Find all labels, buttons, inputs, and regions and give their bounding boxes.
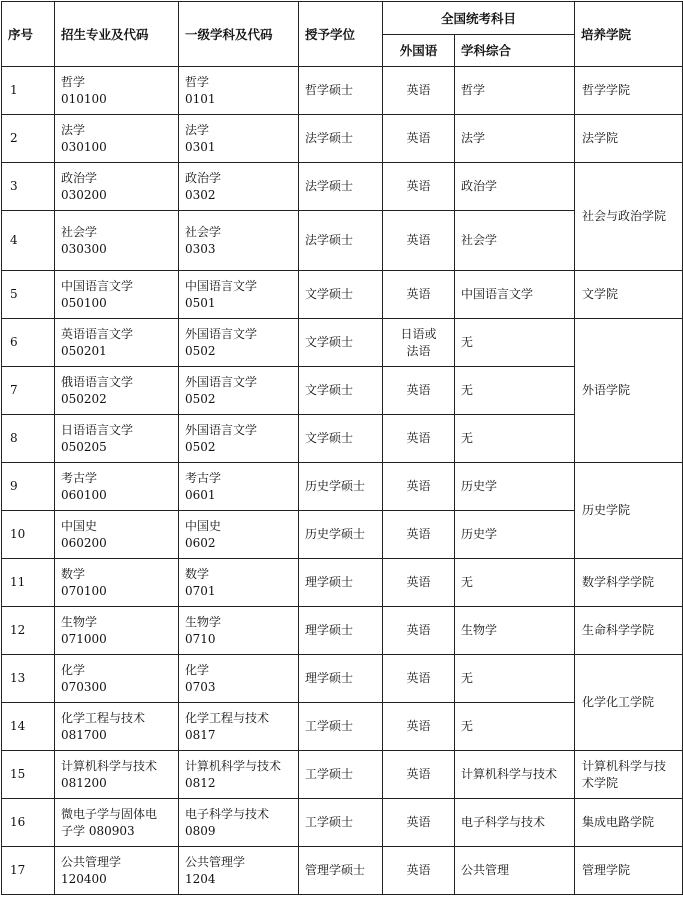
foreign-cell: 英语 xyxy=(383,799,455,847)
foreign-cell: 英语 xyxy=(383,607,455,655)
degree-cell: 历史学硕士 xyxy=(299,463,383,511)
major-cell: 化学 070300 xyxy=(55,655,179,703)
seq-cell: 8 xyxy=(2,415,55,463)
seq-cell: 6 xyxy=(2,319,55,367)
seq-cell: 5 xyxy=(2,271,55,319)
college-cell: 化学化工学院 xyxy=(575,655,683,751)
foreign-cell: 英语 xyxy=(383,271,455,319)
degree-cell: 工学硕士 xyxy=(299,799,383,847)
seq-cell: 4 xyxy=(2,211,55,271)
comprehensive-cell: 法学 xyxy=(455,115,575,163)
major-cell: 中国语言文学 050100 xyxy=(55,271,179,319)
college-cell: 历史学院 xyxy=(575,463,683,559)
header-seq: 序号 xyxy=(2,2,55,67)
college-cell: 管理学院 xyxy=(575,847,683,895)
table-row xyxy=(2,607,683,655)
foreign-cell: 英语 xyxy=(383,847,455,895)
seq-cell: 7 xyxy=(2,367,55,415)
foreign-cell: 日语或 法语 xyxy=(383,319,455,367)
major-cell: 法学 030100 xyxy=(55,115,179,163)
major-cell: 俄语语言文学 050202 xyxy=(55,367,179,415)
comprehensive-cell: 电子科学与技术 xyxy=(455,799,575,847)
college-cell: 文学院 xyxy=(575,271,683,319)
seq-cell: 15 xyxy=(2,751,55,799)
foreign-cell: 英语 xyxy=(383,415,455,463)
major-cell: 数学 070100 xyxy=(55,559,179,607)
comprehensive-cell: 无 xyxy=(455,319,575,367)
degree-cell: 哲学硕士 xyxy=(299,67,383,115)
comprehensive-cell: 生物学 xyxy=(455,607,575,655)
table-row xyxy=(2,655,683,703)
discipline-cell: 生物学 0710 xyxy=(179,607,299,655)
comprehensive-cell: 无 xyxy=(455,367,575,415)
table-row xyxy=(2,115,683,163)
header-exam: 全国统考科目 xyxy=(383,2,575,35)
discipline-cell: 考古学 0601 xyxy=(179,463,299,511)
major-cell: 计算机科学与技术 081200 xyxy=(55,751,179,799)
comprehensive-cell: 社会学 xyxy=(455,211,575,271)
foreign-cell: 英语 xyxy=(383,751,455,799)
degree-cell: 文学硕士 xyxy=(299,415,383,463)
major-cell: 考古学 060100 xyxy=(55,463,179,511)
foreign-cell: 英语 xyxy=(383,211,455,271)
discipline-cell: 法学 0301 xyxy=(179,115,299,163)
comprehensive-cell: 计算机科学与技术 xyxy=(455,751,575,799)
comprehensive-cell: 无 xyxy=(455,559,575,607)
degree-cell: 理学硕士 xyxy=(299,559,383,607)
foreign-cell: 英语 xyxy=(383,511,455,559)
comprehensive-cell: 无 xyxy=(455,655,575,703)
seq-cell: 13 xyxy=(2,655,55,703)
seq-cell: 14 xyxy=(2,703,55,751)
degree-cell: 历史学硕士 xyxy=(299,511,383,559)
comprehensive-cell: 中国语言文学 xyxy=(455,271,575,319)
foreign-cell: 英语 xyxy=(383,67,455,115)
college-cell: 集成电路学院 xyxy=(575,799,683,847)
table-row xyxy=(2,67,683,115)
seq-cell: 10 xyxy=(2,511,55,559)
seq-cell: 16 xyxy=(2,799,55,847)
header-degree: 授予学位 xyxy=(299,2,383,67)
header-comprehensive: 学科综合 xyxy=(455,35,575,67)
discipline-cell: 社会学 0303 xyxy=(179,211,299,271)
table-row xyxy=(2,271,683,319)
major-cell: 哲学 010100 xyxy=(55,67,179,115)
discipline-cell: 中国史 0602 xyxy=(179,511,299,559)
degree-cell: 法学硕士 xyxy=(299,211,383,271)
degree-cell: 法学硕士 xyxy=(299,163,383,211)
seq-cell: 2 xyxy=(2,115,55,163)
discipline-cell: 中国语言文学 0501 xyxy=(179,271,299,319)
comprehensive-cell: 哲学 xyxy=(455,67,575,115)
college-cell: 外语学院 xyxy=(575,319,683,463)
major-cell: 社会学 030300 xyxy=(55,211,179,271)
header-discipline: 一级学科及代码 xyxy=(179,2,299,67)
foreign-cell: 英语 xyxy=(383,115,455,163)
seq-cell: 9 xyxy=(2,463,55,511)
discipline-cell: 化学 0703 xyxy=(179,655,299,703)
admissions-table xyxy=(1,1,683,895)
discipline-cell: 化学工程与技术 0817 xyxy=(179,703,299,751)
discipline-cell: 哲学 0101 xyxy=(179,67,299,115)
comprehensive-cell: 无 xyxy=(455,703,575,751)
major-cell: 中国史 060200 xyxy=(55,511,179,559)
degree-cell: 文学硕士 xyxy=(299,271,383,319)
college-cell: 数学科学学院 xyxy=(575,559,683,607)
table-row xyxy=(2,463,683,511)
major-cell: 化学工程与技术 081700 xyxy=(55,703,179,751)
college-cell: 生命科学学院 xyxy=(575,607,683,655)
header-college: 培养学院 xyxy=(575,2,683,67)
table-row xyxy=(2,751,683,799)
degree-cell: 理学硕士 xyxy=(299,607,383,655)
college-cell: 法学院 xyxy=(575,115,683,163)
degree-cell: 工学硕士 xyxy=(299,751,383,799)
college-cell: 哲学学院 xyxy=(575,67,683,115)
degree-cell: 文学硕士 xyxy=(299,319,383,367)
major-cell: 微电子学与固体电 子学 080903 xyxy=(55,799,179,847)
comprehensive-cell: 历史学 xyxy=(455,511,575,559)
discipline-cell: 电子科学与技术 0809 xyxy=(179,799,299,847)
degree-cell: 法学硕士 xyxy=(299,115,383,163)
foreign-cell: 英语 xyxy=(383,163,455,211)
header-major: 招生专业及代码 xyxy=(55,2,179,67)
seq-cell: 3 xyxy=(2,163,55,211)
discipline-cell: 公共管理学 1204 xyxy=(179,847,299,895)
discipline-cell: 政治学 0302 xyxy=(179,163,299,211)
discipline-cell: 外国语言文学 0502 xyxy=(179,367,299,415)
foreign-cell: 英语 xyxy=(383,655,455,703)
seq-cell: 12 xyxy=(2,607,55,655)
foreign-cell: 英语 xyxy=(383,559,455,607)
table-row xyxy=(2,319,683,367)
major-cell: 公共管理学 120400 xyxy=(55,847,179,895)
seq-cell: 1 xyxy=(2,67,55,115)
foreign-cell: 英语 xyxy=(383,367,455,415)
discipline-cell: 外国语言文学 0502 xyxy=(179,319,299,367)
major-cell: 政治学 030200 xyxy=(55,163,179,211)
degree-cell: 工学硕士 xyxy=(299,703,383,751)
major-cell: 日语语言文学 050205 xyxy=(55,415,179,463)
major-cell: 英语语言文学 050201 xyxy=(55,319,179,367)
comprehensive-cell: 无 xyxy=(455,415,575,463)
table-row xyxy=(2,847,683,895)
degree-cell: 文学硕士 xyxy=(299,367,383,415)
table-row xyxy=(2,799,683,847)
college-cell: 计算机科学与技 术学院 xyxy=(575,751,683,799)
table-row xyxy=(2,163,683,211)
comprehensive-cell: 政治学 xyxy=(455,163,575,211)
comprehensive-cell: 公共管理 xyxy=(455,847,575,895)
discipline-cell: 外国语言文学 0502 xyxy=(179,415,299,463)
table-row xyxy=(2,559,683,607)
foreign-cell: 英语 xyxy=(383,463,455,511)
header-foreign: 外国语 xyxy=(383,35,455,67)
comprehensive-cell: 历史学 xyxy=(455,463,575,511)
degree-cell: 理学硕士 xyxy=(299,655,383,703)
seq-cell: 17 xyxy=(2,847,55,895)
seq-cell: 11 xyxy=(2,559,55,607)
degree-cell: 管理学硕士 xyxy=(299,847,383,895)
discipline-cell: 计算机科学与技术 0812 xyxy=(179,751,299,799)
discipline-cell: 数学 0701 xyxy=(179,559,299,607)
college-cell: 社会与政治学院 xyxy=(575,163,683,271)
foreign-cell: 英语 xyxy=(383,703,455,751)
major-cell: 生物学 071000 xyxy=(55,607,179,655)
